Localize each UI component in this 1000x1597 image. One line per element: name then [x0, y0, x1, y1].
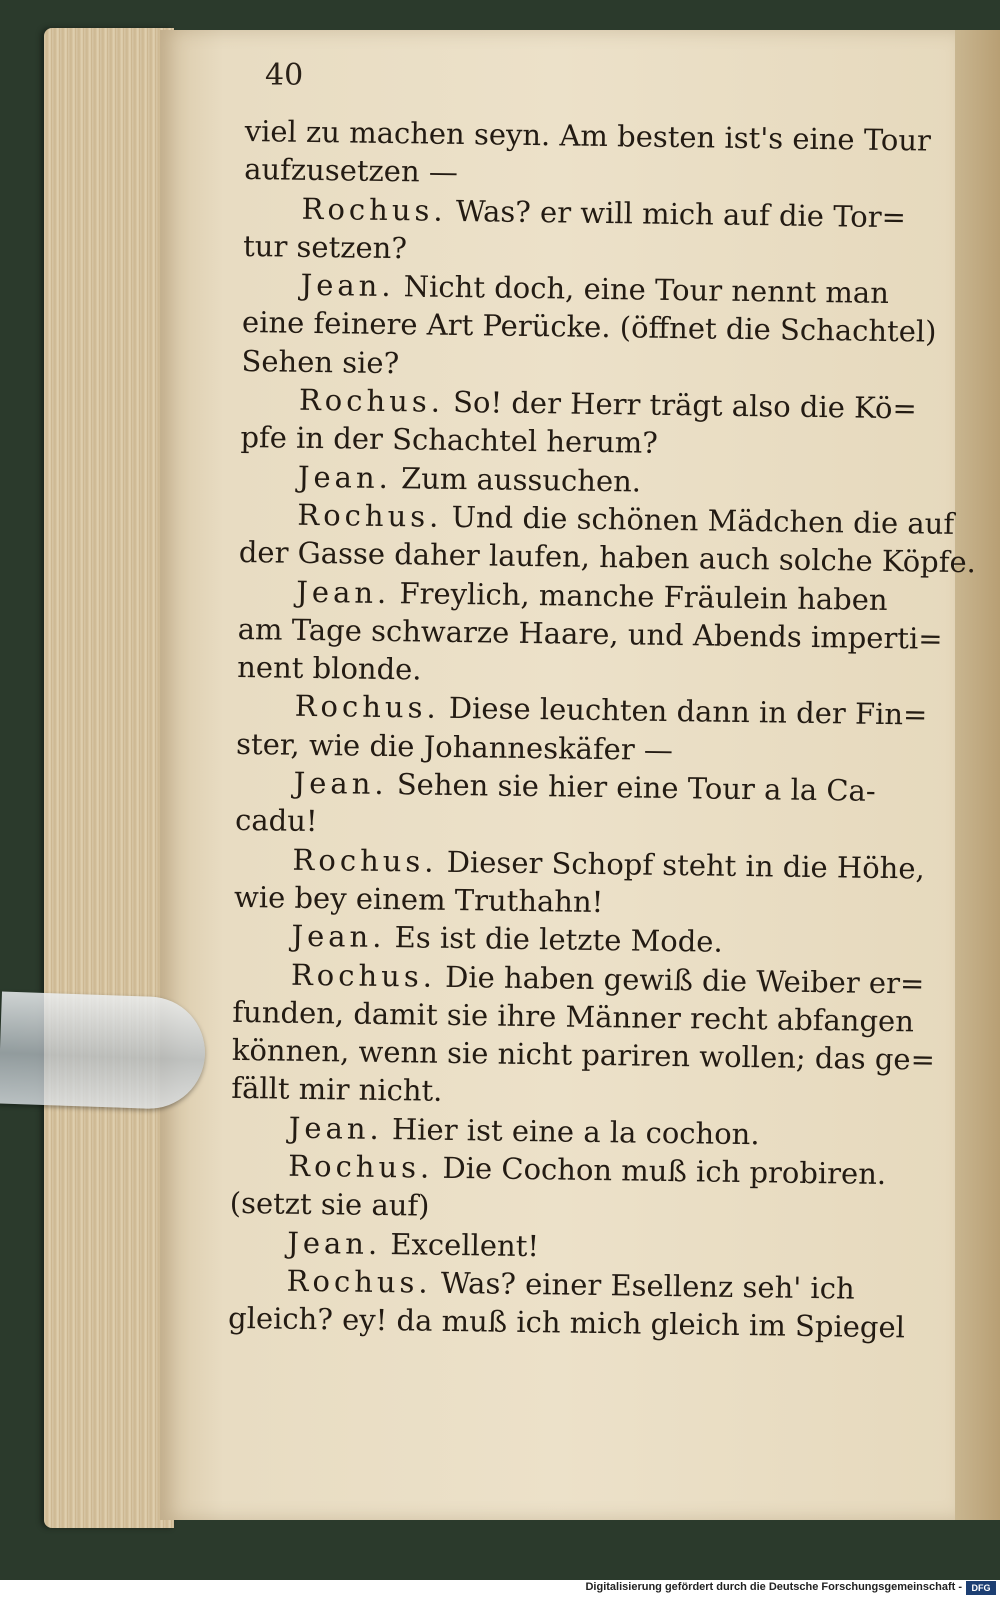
line-text: Freylich, manche Fräulein haben: [390, 575, 888, 617]
line-text: funden, damit sie ihre Männer recht abfangen: [232, 994, 915, 1039]
speaker-name: Jean.: [288, 1110, 384, 1146]
line-text: Die haben gewiß die Weiber er=: [435, 959, 925, 1001]
speaker-name: Jean.: [296, 574, 391, 610]
speaker-name: Rochus.: [288, 1148, 434, 1185]
line-text: Excellent!: [380, 1226, 540, 1263]
line-text: am Tage schwarze Haare, und Abends imperti=: [237, 611, 943, 656]
line-text: Diese leuchten dann in der Fin=: [439, 691, 928, 733]
line-text: tur setzen?: [242, 228, 408, 266]
speaker-name: Rochus.: [301, 191, 447, 228]
line-text: Was? einer Esellenz seh' ich: [431, 1265, 855, 1306]
speaker-name: Jean.: [300, 267, 395, 304]
speaker-name: Jean.: [293, 765, 388, 802]
line-text: Zum aussuchen.: [391, 460, 642, 499]
footer-bar: [0, 1580, 1000, 1597]
speaker-name: Rochus.: [292, 842, 438, 879]
line-text: So! der Herr trägt also die Kö=: [443, 384, 918, 426]
line-text: fällt mir nicht.: [231, 1071, 443, 1109]
dfg-logo: DFG: [966, 1581, 996, 1595]
speaker-name: Jean.: [291, 918, 386, 955]
line-text: Hier ist eine a la cochon.: [382, 1111, 760, 1152]
line-text: Dieser Schopf steht in die Höhe,: [437, 844, 925, 886]
page-number: 40: [265, 58, 304, 93]
line-text: viel zu machen seyn. Am besten ist's eine Tour: [244, 113, 932, 158]
speaker-name: Jean.: [297, 459, 393, 495]
line-text: Die Cochon muß ich probiren.: [433, 1150, 887, 1192]
line-text: pfe in der Schachtel herum?: [240, 420, 659, 461]
line-text: Nicht doch, eine Tour nennt man: [394, 269, 890, 311]
line-text: der Gasse daher laufen, haben auch solche Köpfe.: [238, 535, 977, 580]
line-text: cadu!: [234, 803, 318, 839]
line-text: ster, wie die Johanneskäfer —: [235, 726, 674, 767]
speaker-name: Rochus.: [297, 497, 443, 534]
line-text: aufzusetzen —: [243, 152, 459, 190]
line-text: Sehen sie?: [241, 343, 400, 380]
line-text: Sehen sie hier eine Tour a la Ca-: [387, 767, 876, 808]
line-text: nent blonde.: [237, 650, 422, 687]
footer-credit: Digitalisierung gefördert durch die Deutsche Forschungsgemeinschaft -: [585, 1581, 962, 1593]
line-text: eine feinere Art Perücke. (öffnet die Schachtel): [241, 305, 937, 350]
line-text: wie bey einem Truthahn!: [233, 879, 604, 920]
facing-page-edge: [955, 30, 1000, 1520]
speaker-name: Rochus.: [298, 382, 445, 419]
line-text: (setzt sie auf): [229, 1186, 430, 1223]
line-text: Und die schönen Mädchen die auf: [442, 499, 955, 541]
line-text: Was? er will mich auf die Tor=: [446, 193, 907, 234]
page-holder-clip: [0, 991, 207, 1110]
speaker-name: Rochus.: [294, 689, 440, 726]
page-edges: [44, 28, 174, 1528]
line-text: können, wenn sie nicht pariren wollen; das ge=: [231, 1033, 936, 1077]
page-text: [227, 112, 977, 1346]
speaker-name: Rochus.: [286, 1263, 432, 1300]
line-text: gleich? ey! da muß ich mich gleich im Spiegel: [227, 1301, 906, 1345]
line-text: Es ist die letzte Mode.: [385, 920, 723, 959]
speaker-name: Rochus.: [290, 957, 437, 994]
speaker-name: Jean.: [286, 1225, 382, 1261]
